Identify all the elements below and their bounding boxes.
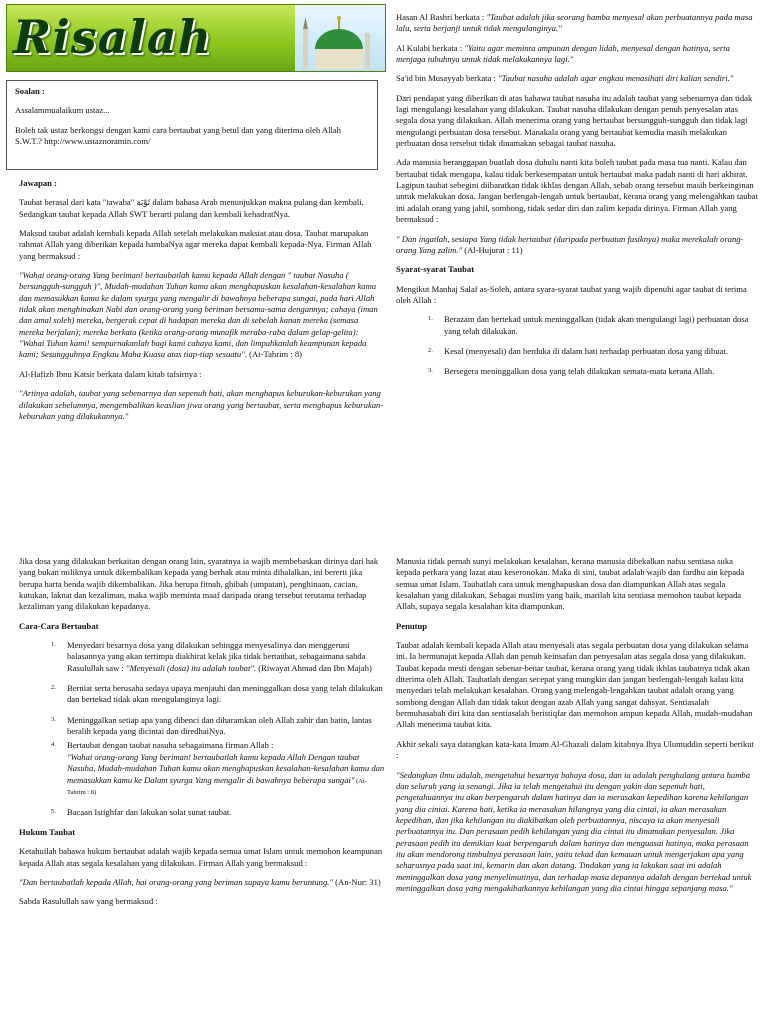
scholar-quote-said [396,73,758,84]
list-text: Berniat serta berusaha sedaya upaya menjauhi dan meninggalkan dosa yang telah dilakukan dan bertekad tidak akan mengulanginya lagi. [67,683,383,705]
list-item [396,346,758,357]
scholar-name: Hasan Al Bashri berkata : [396,12,487,22]
question-heading: Soalan : [15,86,45,96]
penutup-section [396,556,758,902]
answer-paragraph: Maksud taubat adalah kembali kepada Allah setelah melakukan maksiat atau dosa. Taubat marupakan rahmat Allah yang diberikan kepada hambaNya agar mereka dapat kembali kepada-Nya. Firman Allah yang bermaksud : [19,228,372,261]
quran-quote [19,270,385,361]
body-paragraph: Jika dosa yang dilakukan berkaitan dengan orang lain, syaratnya ia wajib membebaskan dirinya dari hak yang bukan miliknya untuk dikembalikan kepada yang berhak atau minta dihalalkan, ini bererti jika berupa harta benda wajib dikembalikan. Jika berupa fitnah, ghibah (umpatan), penghinaan, cacian, kutukan, laknat dan kezaliman, maka wajib meminta maaf daripada orang tersebut terutama terhadap kezaliman yang dilakukan kepadanya. [19,556,379,612]
list-number: 1. [428,315,433,323]
penutup-heading: Penutup [396,620,428,631]
list-item [19,807,385,818]
quote-reference: (Riwayat Ahmad dan Ibn Majah) [256,662,372,673]
quote-reference: (Al-Hujurat : 11) [462,244,523,255]
tafsir-quote: "Artinya adalah, taubat yang sebenarnya dan sepenuh hati, akan menghapus keburukan-keburukan yang dilakukan sebelumnya, mengembalikan keaslian jiwa orang yang bertaubat, serta menghapus keburukan-keburukan yang dilakukannya." [19,388,384,421]
question-greeting: Assalammualaikum ustaz... [15,105,110,116]
list-item [19,740,385,797]
list-item [396,366,758,377]
quote-text: "Taubat adalah jika seorang hamba menyesal akan perbuatannya pada masa lalu, serta berjanji untuk tidak mengulanginya." [396,12,753,34]
scholar-quote-hasan [396,12,758,35]
cara-heading: Cara-Cara Bertaubat [19,620,99,631]
question-text: Boleh tak ustaz berkongsi dengan kami cara bertaubat yang betul dan yang diterima oleh Allah S.W.T.? http://www.ustaznoramin.com/ [15,124,341,147]
hukum-heading: Hukum Taubat [19,827,76,837]
quote-text: "Yaitu agar meminta ampunan dengan lidah, menyesal dengan hatinya, serta menjaga tubuhnya untuk tidak melakukannya lagi." [396,42,730,65]
cara-list [19,640,385,818]
ghazali-quote: "Sedangkan ilmu adalah, mengetahui besarnya bahaya dosa, dan ia adalah penghalang antara hamba dan seluruh yang ia senangi. Jika ia telah mengetahui itu dengan yakin dan sepenuh hati, pengetahuannya itu akan berpengaruh dalam hatinya dan ia merasakan kepedihan karena kehilangan yang dia cintai. Karena hati, ketika ia merasakan hilangnya yang dia cintai, ia akan merasakan kepedihan, dan jika kehilangan itu diakibatkan oleh perbuatannya, niscaya ia akan menyesali perbuatannya itu. Dan perasaan pedih kehilangan yang dia cintai itu dinamakan penyesalan. Jika perasaan pedih itu demikian kuat berpengaruh dalam hatinya dan menguasai hatinya, maka perasaan itu akan mendorong timbulnya perasaan lain, yaitu tekad dan kemauan untuk mengerjakan apa yang seharusnya pada saat ini, kemarin dan akan datang. Tindakan yang ia lakukan saat ini adalah meninggalkan dosa yang menyelimutinya, dan terhadap masa depannya adalah dengan bertekad untuk meninggalkan dosa yang mengakibatkannya kehilangan yang dia cintai hingga sepanjang masa." [396,769,752,893]
banner-title: Risalah [13,10,213,64]
list-number: 2. [51,684,56,692]
list-number: 5. [51,807,56,815]
list-text: Berazam dan bertekad untuk meninggalkan (tidak akan mengulangi lagi) perbuatan dosa yang telah dilakukan. [444,314,749,336]
quran-quote [396,234,758,257]
body-paragraph: Ada manusia beranggapan buatlah dosa duhulu nanti kita boleh taubat pada masa tua nanti. Kalau dan bertaubat tidak mengapa, kalau tidak berkesempatan untuk bertaubat maka padah nanti di hari akhirat. Lagipun taubat sebegini diibaratkan tidak ikhlas dengan Allah, sebab orang tersebut masih berkeinginan untuk melakukan dosa. Jangan berlengah-lengah untuk bertaubat, kerana orang yang melengahkan taubat ini adalah orang yang jahil, sombong, tidak sedar diri dan zalim kepada dirinya. Firman Allah yang bermaksud : [396,157,758,225]
quote-text: " Dan ingatlah, sesiapa Yang tidak bertaubat (daripada perbuatan fasiknya) maka merekalah orang-orang Yang zalim." [396,233,744,255]
scholar-name: Sa'id bin Musayyab berkata : [396,73,499,84]
answer-section [19,178,385,430]
list-number: 3. [428,367,433,375]
list-item [19,683,385,706]
syarat-intro: Mengikut Manhaj Salaf as-Soleh, antara syara-syarat taubat yang wajib dipenuhi agar taubat di terima oleh Allah : [396,283,747,305]
list-text: Kesal (menyesali) dan berduka di dalam hati terhadap perbuatan dosa yang dibuat. [444,345,728,356]
quote-reference: (An-Nur: 31) [333,877,381,888]
quote-reference: (At-Tahrim : 8) [246,349,302,360]
quote-text: "Taubat nasuha adalah agar engkau menasihati diri kalian sendiri." [498,73,734,84]
syarat-heading: Syarat-syarat Taubat [396,264,475,275]
list-number: 2. [428,346,433,354]
scholar-quote-kulabi [396,43,758,66]
quote-text: "Menyesali (dosa) itu adalah taubat". [125,662,257,673]
list-number: 4. [51,741,56,749]
list-item [19,715,385,738]
quote-text: "Dan bertaubatlah kepada Allah, hai orang-orang yang beriman supaya kamu beruntung." [19,877,334,888]
site-banner [6,4,386,72]
cara-section [19,556,385,916]
body-paragraph: Manusia tidak pernah sunyi melakukan kesalahan, kerana manusia dibekalkan nafsu sentiasa suka kepada perkara yang lazat atau keseronokan. Maka di sini, taubat adalah wajib dan fardhu ain kepada semua umat Islam. Taubatlah cara untuk menghapuskan dosa dan diampunkan Allah atas segala kesalahan yang dilakukan. Sebagai muslim yang baik, marilah kita sentiasa memohon taubat kepada Allah, supaya segala kesalahan kita diampunkan. [396,556,745,612]
list-text: Menyedari besarnya dosa yang dilakukan sehingga menyesalinya dan menggeruni balasannya yang akan tertimpa diakhirat kelak jika tidak bertaubat, sebagaimana sabda Rasulullah saw : [67,640,366,673]
answer-paragraph: Al-Hafizh Ibnu Katsir berkata dalam kitab tafsirnya : [19,368,202,379]
list-item [396,314,758,337]
list-text: Bacaan Istighfar dan lakukan solat sunat taubat. [67,806,232,817]
quote-text: "Wahai orang-orang Yang beriman! bertaubatlah kamu kepada Allah dengan " taubat Nasuha ( bersungguh-sungguh )", Mudah-mudahan Tuhan kamu akan menghapuskan kesalahan-kesalahan kamu dan memasukkan kamu ke dalam syurga yang mengalir di bawahnya beberapa sungai, pada hari Allah tidak akan menghinakan Nabi dan orang-orang yang beriman bersama-sama dengannya; cahaya (iman dan amal soleh) mereka, bergerak cepat di hadapan mereka dan di sebelah kanan mereka (semasa mereka berjalan); mereka berkata (ketika orang-orang munafik meraba-raba dalam gelap-gelita): "Wahai Tuhan kami! sempurnakanlah bagi kami cahaya kami, dan limpahkanlah keampunan kepada kami; Sesungguhnya Engkau Maha Kuasa atas tiap-tiap sesuatu". [19,270,378,360]
syarat-list [396,314,758,377]
quote-reference: (At-Tahrim : 8) [67,777,367,797]
body-paragraph: Sabda Rasulullah saw yang bermaksud : [19,896,158,907]
list-text: Meninggalkan setiap apa yang dibenci dan diharamkan oleh Allah zahir dan batin, lantas beralih kepada yang dicintai dan diredhaiNya. [67,714,372,737]
body-paragraph: Akhir sekali saya datangkan kata-kata Imam Al-Ghazali dalam kitabnya Ihya Ulumuddin seperti berikut : [396,738,754,761]
list-text: Bertaubat dengan taubat nasuha sebagaimana firman Allah : [67,740,274,751]
scholar-name: Al Kulabi berkata : [396,42,465,53]
list-number: 3. [51,715,56,723]
list-number: 1. [51,641,56,649]
list-text: Bersegera meninggalkan dosa yang telah dilakukan semata-mata kerana Allah. [444,366,715,377]
list-item [19,640,385,674]
body-paragraph: Ketahuilah bahawa hukum bertaubat adalah wajib kepada semua umat Islam untuk memohon keampunan kepada Allah atas segala kesalahan yang dilakukan. Firman Allah yang bermaksud : [19,846,383,868]
body-paragraph: Dari pendapat yang diberikan di atas bahawa taubat nasuha itu adalah taubat yang sebenarnya dan tidak lagi mengulangi kesalahan yang dilakukan. Taubat nasuha dilakukan dengan penuh penyesalan atas segala dosa yang dilakukan. Allah menerima orang yang bertaubat bersungguh-sungguh dan tidak lagi mengulangi perbuatan dosa tersebut. Manakala orang yang bertaubat kemudia masih melakukan perbuatan dosa tersebut tidak dinamakan sebagai taubat nasuha. [396,92,753,149]
quran-quote [19,877,385,888]
scholar-opinions-section [396,12,758,387]
answer-heading: Jawapan : [19,178,57,188]
body-paragraph: Taubat adalah kembali kepada Allah atau menyesali atas segala perbuatan dosa yang dilakukan selama ini. Ia bermunajat kepada Allah dan penuh keinsafan dan penyesalan atas segala dosa yang dilakukan. Taubat kepada mesti dengan sebenar-benar taubat, kerana orang yang tidak ikhlas taubatnya tidak akan diterima oleh Allah. Taubatlah dengan secepat yang mungkin dan jangan berlengah-lengah kalau kita menyedari telah melakukan kesalahan. Orang yang melengah-lengahkan taubat adalah orang yang sombong dengan Allah dan tidak takut dengan azab Allah yang sangat dahsyat. Sentiasalah bermuhasabah diri kita dan sentiasalah beristiqfar dan memohon ampun kepada Allah, mudah-mudahan Allah menerima taubat kita. [396,640,753,730]
answer-paragraph: Taubat berasal dari kata "tawaba" تَوْبَة dalam bahasa Arab menunjukkan makna pulang dan kembali. Sedangkan taubat kepada Allah SWT berarti pulang dan kembali kehadratNya. [19,197,364,219]
quote-text: "Wahai orang-orang Yang beriman! bertaubatlah kamu kepada Allah Dengan taubat Nasuha, Mudah-mudahan Tuhan kamu akan menghapuskan kesalahan-kesalahan kamu dan memasukkan kamu ke Dalam syurga Yang mengalir di bawahnya beberapa sungai" [67,751,385,785]
question-box [6,80,378,170]
